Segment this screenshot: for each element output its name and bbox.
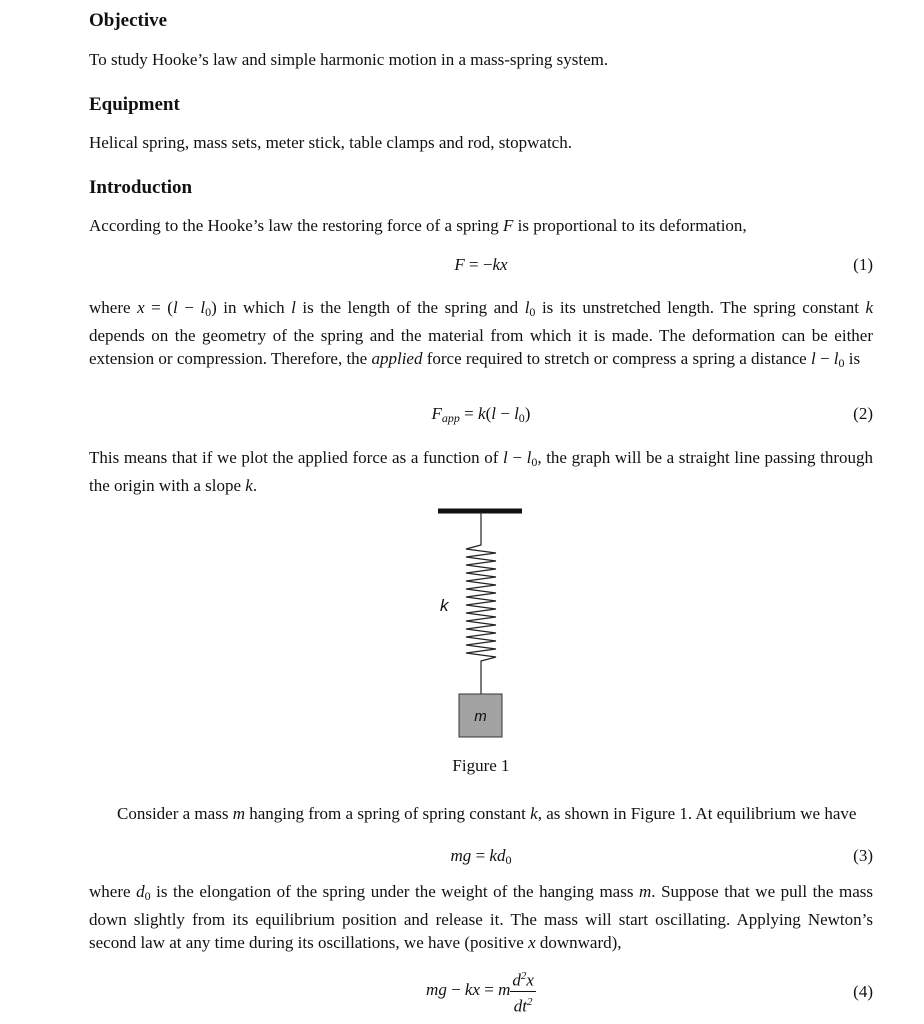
objective-heading: Objective [89,10,168,31]
equation-number: (4) [853,982,873,1001]
linear-graph-paragraph: This means that if we plot the applied force as a function of $l - l_0$, the graph will be a straight line passing through the origin with a slope k. [89,448,873,495]
equation-4: mg − kx = m $\frac{d^2x}{dt^2}$ (4) [89,966,873,1020]
equilibrium-paragraph: Consider a mass m hanging from a spring of spring constant k, as shown in Figure 1. At equilibrium we have [117,804,857,823]
deformation-paragraph: where $x = (l - l_0)$ in which l is the length of the spring and $l_0$ is its unstretched length. The spring constant k depends on the geometry of the spring and the material from which it is made. The deformation can be either extension or compression. Therefore, the applied force required to stretch or compress a spring a distance $l - l_0$ is [89,298,874,370]
spring [466,512,496,694]
figure-caption: Figure 1 [452,756,510,775]
mass-label: m [474,708,487,725]
spring-constant-label: k [440,596,449,615]
equipment-text: Helical spring, mass sets, meter stick, table clamps and rod, stopwatch. [89,133,572,152]
objective-text: To study Hooke’s law and simple harmonic motion in a mass-spring system. [89,50,609,69]
hookes-law-paragraph: According to the Hooke’s law the restoring force of a spring F is proportional to its deformation, [89,216,747,235]
equation-2: Fapp = $k(l - l_0)$ (2) [431,404,873,425]
equation-1: F = −kx (1) [454,255,873,274]
equation-number: (1) [853,255,873,274]
introduction-heading: Introduction [89,177,193,198]
equipment-heading: Equipment [89,94,180,115]
newton-law-paragraph: where $d_0$ is the elongation of the spring under the weight of the hanging mass m. Suppose that we pull the mass down slightly from its equilibrium position and release it. The mass will start oscillating. Applying Newton’s second law at any time during its oscillations, we have (positive x downward), [89,882,873,952]
mass-spring-figure [430,503,534,743]
equation-number: (2) [853,404,873,423]
equation-number: (3) [853,846,873,865]
equation-3: mg = $kd_0$ (3) [450,846,873,867]
